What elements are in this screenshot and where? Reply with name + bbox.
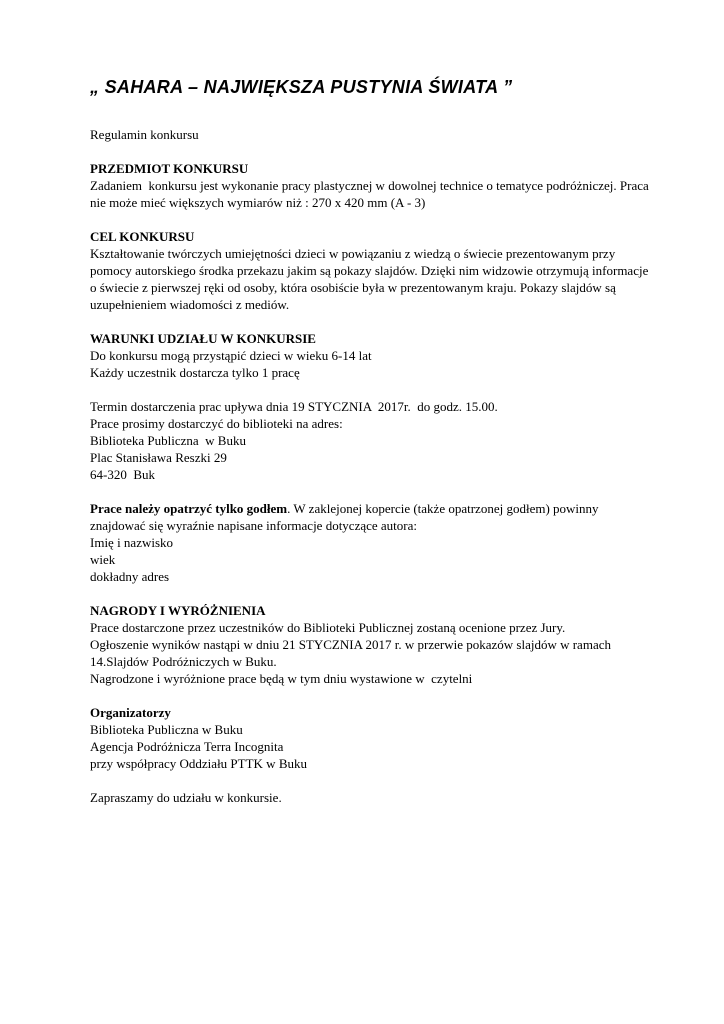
nagrody-exhibit-line: Nagrodzone i wyróżnione prace będą w tym dniu wystawione w czytelni xyxy=(90,671,473,686)
warunki-address-line2: Plac Stanisława Reszki 29 xyxy=(90,450,227,465)
section-cel xyxy=(90,228,650,313)
warunki-emblem-paragraph xyxy=(90,500,650,534)
organizatorzy-line3: przy współpracy Oddziału PTTK w Buku xyxy=(90,756,307,771)
section-body-przedmiot: Zadaniem konkursu jest wykonanie pracy plastycznej w dowolnej technice o tematyce podróżniczej. Praca nie może mieć większych wymiarów niż : 270 x 420 mm (A - 3) xyxy=(90,178,653,210)
nagrody-jury-line: Prace dostarczone przez uczestników do Biblioteki Publicznej zostaną ocenione przez Jury. xyxy=(90,620,566,635)
section-przedmiot xyxy=(90,160,653,211)
section-heading-nagrody: NAGRODY I WYRÓŻNIENIA xyxy=(90,603,266,618)
section-organizatorzy xyxy=(90,704,650,772)
section-body-cel: Kształtowanie twórczych umiejętności dzieci w powiązaniu z wiedzą o świecie prezentowanym przy pomocy autorskiego środka przekazu jakim są pokazy slajdów. Dzięki nim widzowie otrzymują informacje o świecie z pierwszej ręki od osoby, która osobiście była w prezentowanym kraju. Pokazy slajdów są uzupełnieniem wiadomości z mediów. xyxy=(90,246,652,312)
section-heading-przedmiot: PRZEDMIOT KONKURSU xyxy=(90,161,249,176)
warunki-emblem-rest-text: . W zaklejonej kopercie (także opatrzonej godłem) powinny znajdować się wyraźnie napisane informacje dotyczące autora: xyxy=(90,501,602,533)
warunki-author-info-line2: wiek xyxy=(90,552,116,567)
warunki-author-info-line1: Imię i nazwisko xyxy=(90,535,174,550)
section-heading-organizatorzy: Organizatorzy xyxy=(90,705,171,720)
warunki-delivery-line: Prace prosimy dostarczyć do biblioteki na adres: xyxy=(90,416,343,431)
warunki-address-line3: 64-320 Buk xyxy=(90,467,155,482)
organizatorzy-line1: Biblioteka Publiczna w Buku xyxy=(90,722,243,737)
section-nagrody xyxy=(90,602,650,687)
closing-line: Zapraszamy do udziału w konkursie. xyxy=(90,790,282,805)
warunki-age-line: Do konkursu mogą przystąpić dzieci w wieku 6-14 lat xyxy=(90,348,372,363)
warunki-author-info-line3: dokładny adres xyxy=(90,569,170,584)
warunki-address-line1: Biblioteka Publiczna w Buku xyxy=(90,433,246,448)
section-warunki xyxy=(90,330,650,585)
nagrody-results-line: Ogłoszenie wyników nastąpi w dniu 21 STYCZNIA 2017 r. w przerwie pokazów slajdów w ramach 14.Slajdów Podróżniczych w Buku. xyxy=(90,637,618,669)
warunki-limit-line: Każdy uczestnik dostarcza tylko 1 pracę xyxy=(90,365,300,380)
organizatorzy-line2: Agencja Podróżnicza Terra Incognita xyxy=(90,739,284,754)
section-heading-warunki: WARUNKI UDZIAŁU W KONKURSIE xyxy=(90,331,316,346)
section-heading-cel: CEL KONKURSU xyxy=(90,229,195,244)
document-title: „ SAHARA – NAJWIĘKSZA PUSTYNIA ŚWIATA ” xyxy=(90,77,513,97)
intro-line: Regulamin konkursu xyxy=(90,127,199,142)
warunki-emblem-bold-text: Prace należy opatrzyć tylko godłem xyxy=(90,501,288,516)
warunki-deadline-line: Termin dostarczenia prac upływa dnia 19 STYCZNIA 2017r. do godz. 15.00. xyxy=(90,399,498,414)
